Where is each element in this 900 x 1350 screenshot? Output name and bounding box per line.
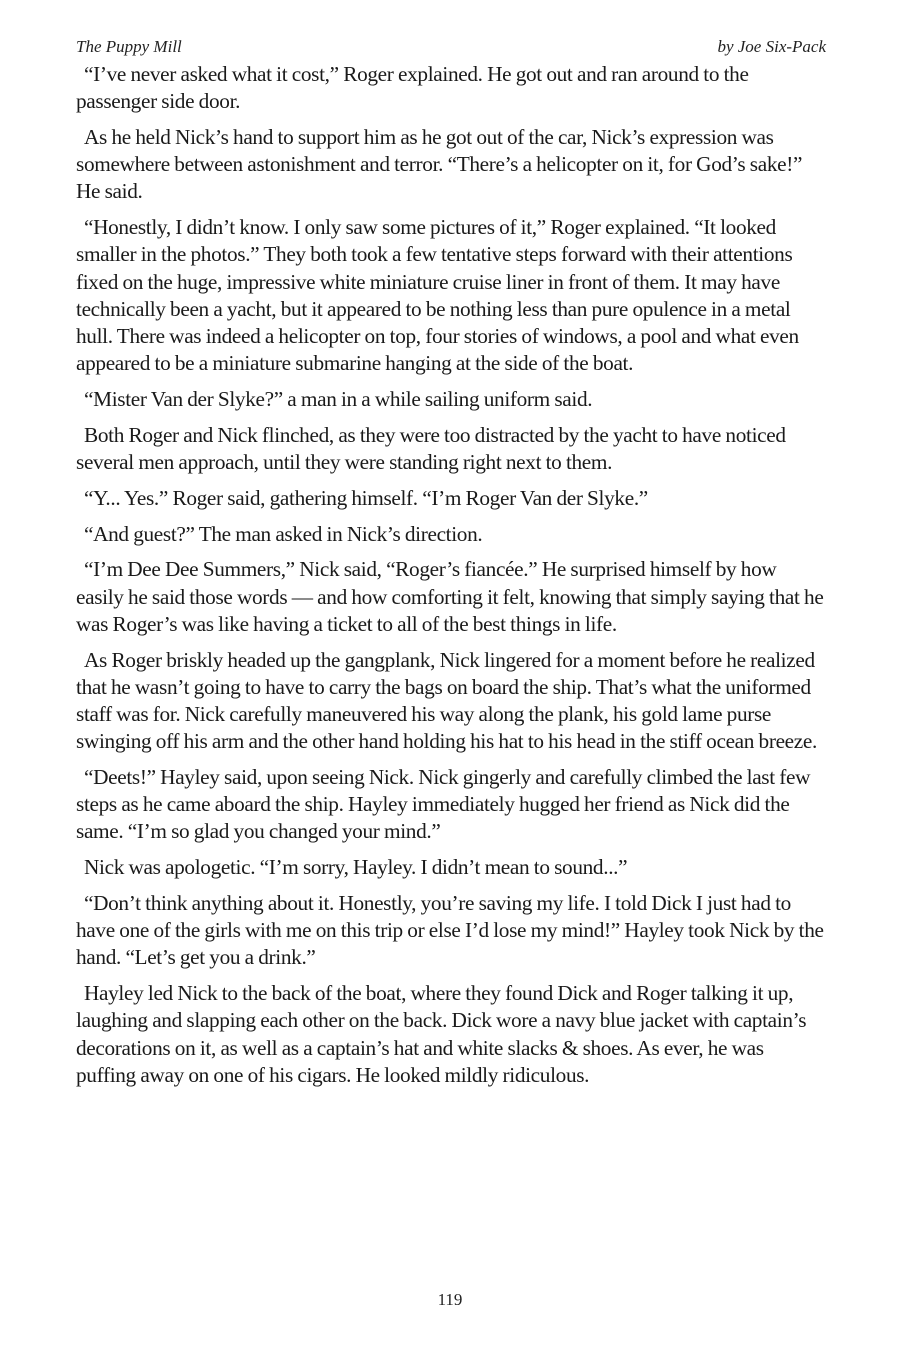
paragraph: “Don’t think anything about it. Honestly, you’re saving my life. I told Dick I just had to have one of the girls with me on this trip or else I’d lose my mind!” Hayley took Nick by the hand. “Let’s get you a drink.” xyxy=(76,891,824,970)
page-number: 119 xyxy=(437,1290,463,1309)
paragraph: Hayley led Nick to the back of the boat, where they found Dick and Roger talking it up, laughing and slapping each other on the back. Dick wore a navy blue jacket with captain’s decorations on it, as well as a captain’s hat and white slacks & shoes. As ever, he was puffing away on one of his cigars. He looked mildly ridiculous. xyxy=(76,981,807,1087)
paragraph: “Deets!” Hayley said, upon seeing Nick. Nick gingerly and carefully climbed the last few steps as he came aboard the ship. Hayley immediately hugged her friend as Nick did the same. “I’m so glad you changed your mind.” xyxy=(76,765,811,844)
paragraph: “I’ve never asked what it cost,” Roger explained. He got out and ran around to the passenger side door. xyxy=(76,62,749,114)
author-credit: by Joe Six-Pack xyxy=(717,37,826,56)
paragraph: As he held Nick’s hand to support him as he got out of the car, Nick’s expression was somewhere between astonishment and terror. “There’s a helicopter on it, for God’s sake!” He said. xyxy=(76,125,803,204)
paragraph: Nick was apologetic. “I’m sorry, Hayley. I didn’t mean to sound...” xyxy=(84,855,628,880)
running-header xyxy=(76,36,826,58)
paragraph: “Mister Van der Slyke?” a man in a while sailing uniform said. xyxy=(84,387,593,412)
paragraph: “I’m Dee Dee Summers,” Nick said, “Roger’s fiancée.” He surprised himself by how easily he said those words — and how comforting it felt, knowing that simply saying that he was Roger’s was like having a ticket to all of the best things in life. xyxy=(76,557,824,636)
paragraph: Both Roger and Nick flinched, as they were too distracted by the yacht to have noticed several men approach, until they were standing right next to them. xyxy=(76,422,786,475)
book-title: The Puppy Mill xyxy=(76,37,182,56)
paragraph: “Honestly, I didn’t know. I only saw some pictures of it,” Roger explained. “It looked smaller in the photos.” They both took a few tentative steps forward with their attentions fixed on the huge, impressive white miniature cruise liner in front of them. It may have technically been a yacht, but it appeared to be nothing less than pure opulence in a metal hull. There was indeed a helicopter on top, four stories of windows, a pool and what even appeared to be a miniature submarine hanging at the side of the boat. xyxy=(76,215,799,376)
paragraph: “Y... Yes.” Roger said, gathering himself. “I’m Roger Van der Slyke.” xyxy=(84,485,648,510)
body-text xyxy=(76,61,826,1089)
paragraph: “And guest?” The man asked in Nick’s direction. xyxy=(84,521,483,546)
book-page xyxy=(76,36,826,1098)
paragraph: As Roger briskly headed up the gangplank, Nick lingered for a moment before he realized that he wasn’t going to have to carry the bags on board the ship. That’s what the uniformed staff was for. Nick carefully maneuvered his way along the plank, his gold lame purse swinging off his arm and the other hand holding his hat to his head in the stiff ocean breeze. xyxy=(76,647,817,754)
